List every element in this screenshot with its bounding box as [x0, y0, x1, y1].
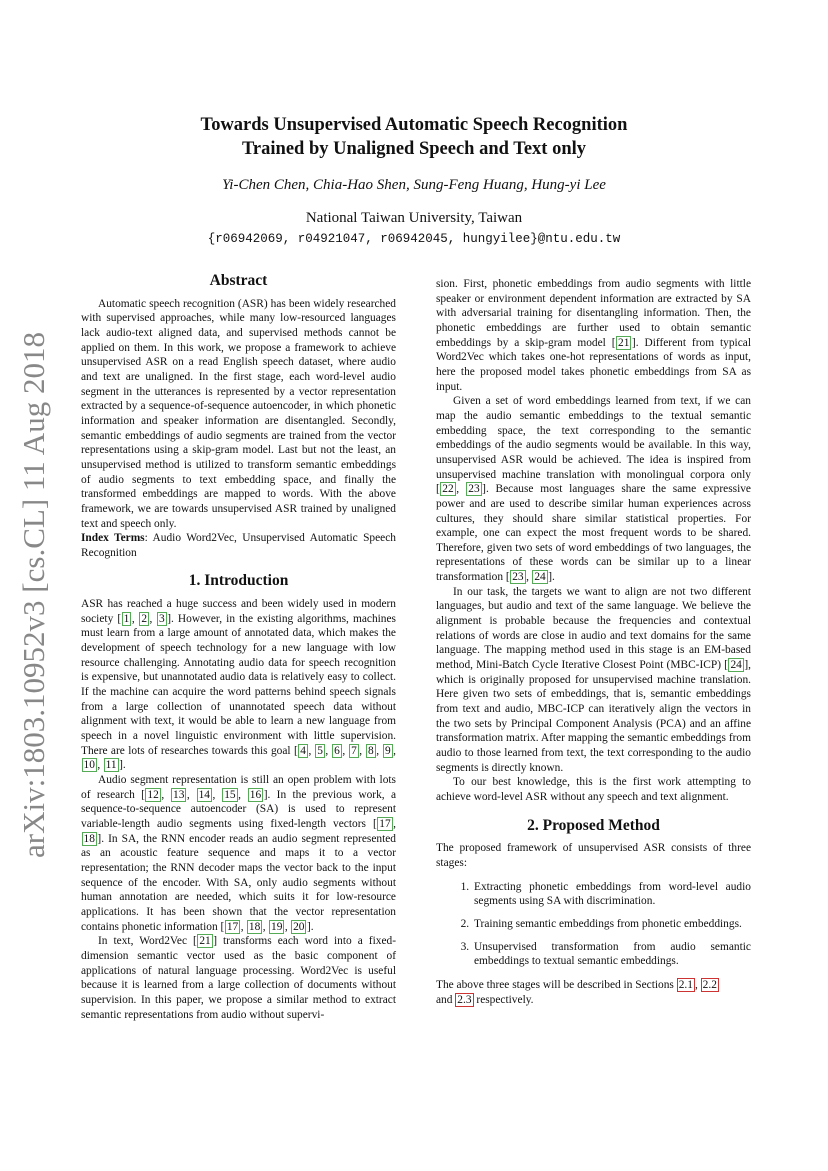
abstract-heading: Abstract — [209, 272, 268, 289]
citation-link[interactable]: 2 — [141, 612, 148, 625]
citation-link[interactable]: 4 — [300, 744, 306, 757]
arxiv-identifier-stamp — [12, 330, 54, 860]
stage-item: 2. Training semantic embeddings from phonetic embeddings. — [472, 917, 751, 932]
intro-p1-text-b: . However, in the existing algorithms, machines must learn from a large amount of annotated data, which makes the development of speech technology for a new language with low resource challenging. Annotating audio data for speech recognition is expensive, but unannotated audio data is relatively easy to collect. If the machine can acquire the word patterns behind speech signals from a large collection of unannotated speech data without alignment with text, it would be able to learn a new language from speech in a novel linguistic environment with little supervision. There are lots of researches towards this goal — [81, 612, 396, 757]
citation-group: 1 , 2 , 3 — [123, 612, 165, 625]
intro-p2-text-b: . In the previous work, a sequence-to-sequence autoencoder (SA) is used to represent variable-length audio segments using fixed-length vectors — [81, 788, 397, 830]
index-terms-text: : Audio Word2Vec, Unsupervised Automatic Speech Recognition — [81, 532, 396, 559]
citation-link[interactable]: 22 — [442, 483, 454, 496]
citation-link[interactable]: 11 — [105, 759, 117, 772]
citation-link[interactable]: 10 — [83, 759, 95, 772]
citation-link[interactable]: 7 — [351, 744, 357, 757]
right-p2-text-a: Given a set of word embeddings learned from text, if we can map the audio semantic embeddings to the textual semantic embedding space, the text corresponding to the semantic embeddings of the audio segments would be available. In this way, unsupervised ASR would be achieved. The idea is inspired from unsupervised machine translation with monolingual corpora only — [436, 395, 751, 481]
closing-text-b: respectively. — [473, 993, 534, 1006]
citation-link[interactable]: 23 — [512, 571, 524, 584]
intro-paragraph-3-cont: sion. First, phonetic embeddings from audio segments with little speaker or environment dependent information are extracted by SA with adversarial training for disentangling information. Then, the phonetic embeddings are further used to obtain semantic embeddings by a skip-gram model [ 21 ]. Different from typical Word2Vec which takes one-hot representations of words as input, here the proposed model takes phonetic embeddings from SA as input. — [436, 278, 751, 393]
title-line-1: Towards Unsupervised Automatic Speech Recognition — [200, 115, 628, 135]
citation-link[interactable]: 16 — [249, 788, 262, 801]
right-p1-text-b: . Different from typical Word2Vec which takes one-hot representations of words as input, here the proposed model takes phonetic embeddings from SA as input. — [436, 336, 751, 393]
introduction-heading: 1. Introduction — [188, 572, 289, 590]
section-link[interactable]: 2.2 — [702, 978, 717, 991]
intro-p1-text-a: ASR has reached a huge success and been widely used in modern society — [81, 598, 396, 625]
citation-link[interactable]: 8 — [368, 744, 374, 757]
closing-and-word: and — [436, 993, 456, 1006]
closing-text-a: The above three stages will be described in Sections — [436, 978, 677, 991]
citation-link[interactable]: 18 — [248, 920, 261, 933]
intro-p2-text-c: . In SA, the RNN encoder reads an audio segment represented as an acoustic feature sequence and maps it to a vector representation; the RNN decoder maps the vector back to the input sequence of the encoder. With SA, only audio segments without human annotation are needed, which suits it for low-resource applications. It has been shown that the vector representation contains phonetic information — [81, 832, 396, 933]
title-line-2: Trained by Unaligned Speech and Text only — [241, 139, 587, 159]
citation-link[interactable]: 14 — [198, 788, 210, 801]
section-link[interactable]: 2.3 — [457, 993, 472, 1006]
arxiv-stamp-svg — [12, 330, 54, 860]
intro-paragraph-6: To our best knowledge, this is the first work attempting to achieve word-level ASR without any speech and text alignment. — [436, 776, 751, 803]
index-terms-label: Index Terms — [81, 532, 145, 545]
citation-link[interactable]: 1 — [123, 612, 130, 625]
method-closing — [436, 978, 751, 1007]
closing-sep: , — [694, 978, 701, 991]
citation-group: 23 , 24 — [512, 571, 546, 584]
citation-group: 22 , 23 — [442, 483, 480, 496]
citation-group: 12 , 13 , 14 , 15 , 16 — [147, 788, 262, 801]
citation-link[interactable]: 21 — [199, 935, 211, 948]
intro-p2-text-d: . — [310, 920, 314, 933]
right-p3-text-b: , which is originally proposed for unsupervised machine translation. Here given two sets of embeddings, that is, semantic embeddings from text and audio, MBC-ICP can iteratively align the vectors in the two sets by Principal Component Analysis (PCA) and an affine transformation matrix. After mapping the semantic embeddings from audio to those learned from text, the text corresponding to the audio segments is directly known. — [436, 659, 751, 774]
method-intro: The proposed framework of unsupervised ASR consists of three stages: — [436, 842, 751, 869]
citation-link[interactable]: 24 — [534, 571, 546, 584]
right-p2-text-c: . — [552, 571, 555, 584]
citation-link[interactable]: 21 — [618, 336, 630, 349]
citation-link[interactable]: 18 — [83, 832, 95, 845]
proposed-method-heading: 2. Proposed Method — [527, 816, 660, 834]
citation-link[interactable]: 9 — [384, 744, 391, 757]
intro-p3-text-a: In text, Word2Vec — [98, 935, 194, 948]
right-column — [436, 277, 751, 1007]
citation-link[interactable]: 19 — [271, 920, 283, 933]
citation-link[interactable]: 6 — [334, 744, 340, 757]
citation-link[interactable]: 5 — [317, 744, 323, 757]
intro-paragraph-4: Given a set of word embeddings learned from text, if we can map the audio semantic embeddings to the textual semantic embedding space, the text corresponding to the semantic embeddings of the audio segments would be available. In this way, unsupervised ASR would be achieved. The idea is inspired from unsupervised machine translation with monolingual corpora only [ 22 , 23 ]. Because most languages share the same expressive power and are used to describe similar human experiences across cultures, they should share similar statistical properties. For example, one can expect the most frequent words to be shared. Therefore, given two sets of word embeddings of two languages, the representations of these words can be similar up to a linear transformation [ 23 , 24 ]. — [436, 395, 751, 584]
intro-paragraph-3: In text, Word2Vec [ 21 ] transforms each word into a fixed-dimension semantic vector used as the basic component of applications of natural language processing. Word2Vec is useful because it is learned from a large collection of documents without supervision. In this paper, we propose a similar method to extract semantic representations from audio without supervi- — [81, 935, 396, 1021]
abstract-text: Automatic speech recognition (ASR) has been widely researched with supervised approaches, while many low-resourced languages lack audio-text aligned data, and supervised methods cannot be applied on them. In this work, we propose a framework to achieve unsupervised ASR on a read English speech dataset, where audio and text are unaligned. In the first stage, each word-level audio segment in the utterances is represented by a vector representation extracted by a sequence-of-sequence autoencoder, in which phonetic information and speaker information are disentangled. Secondly, semantic embeddings of audio segments are trained from the vector representations using a skip-gram model. Last but not the least, an unsupervised method is utilized to transform semantic embeddings of audio segments to text embedding space, and finally the transformed embeddings are mapped to words. With the above framework, we are towards unsupervised ASR trained by unaligned text and speech only. — [81, 297, 396, 530]
arxiv-id-text: arXiv:1803.10952v3 [cs.CL] 11 Aug 2018 — [16, 332, 51, 858]
intro-paragraph-5: In our task, the targets we want to align are not two different languages, but audio and text of the same language. We believe the alignment is probable because the frequencies and contextual relations of words are close in audio and text domains for the same language. The mapping method used in this stage is an EM-based method, Mini-Batch Cycle Iterative Closest Point (MBC-ICP) [ 24 ], which is originally proposed for unsupervised machine translation. Here given two sets of embeddings, that is, semantic embeddings from text and audio, MBC-ICP can iteratively align the vectors in the two sets by Principal Component Analysis (PCA) and an affine transformation matrix. After mapping the semantic embeddings from audio to those learned from text, the text corresponding to the audio segments is directly known. — [436, 585, 751, 774]
citation-group: 4 , 5 , 6 , 7 , 8 , 9 , 10 , 11 — [83, 744, 397, 772]
index-terms — [81, 531, 396, 560]
intro-p3-text-b: transforms each word into a fixed-dimension semantic vector used as the basic component of applications of natural language processing. Word2Vec is useful because it is learned from a large collection of documents without supervision. In this paper, we propose a similar method to extract semantic representations from audio without supervi- — [81, 935, 396, 1021]
author-list: Yi-Chen Chen, Chia-Hao Shen, Sung-Feng Huang, Hung-yi Lee — [222, 177, 606, 193]
citation-link[interactable]: 17 — [379, 817, 391, 830]
paper-title — [0, 113, 828, 161]
intro-paragraph-1: ASR has reached a huge success and been widely used in modern society [ 1 , 2 , 3 ]. However, in the existing algorithms, machines must learn from a large amount of annotated data, which makes the development of speech technology for a new language with low resource challenging. Annotating audio data for speech recognition is expensive, but unannotated audio data is relatively easy to collect. If the machine can acquire the word patterns behind speech signals from a large collection of unannotated speech data without alignment with text, it would be able to learn a new language from speech in a novel linguistic environment with little supervision. There are lots of researches towards this goal [ 4 , 5 , 6 , 7 , 8 , 9 , 10 , 11 ]. — [81, 598, 397, 772]
stage-item: 1. Extracting phonetic embeddings from word-level audio segments using SA with discrimination. — [472, 880, 751, 909]
section-link[interactable]: 2.1 — [678, 978, 693, 991]
stages-list — [436, 880, 751, 969]
right-p1-text-a: sion. First, phonetic embeddings from audio segments with little speaker or environment dependent information are extracted by SA with adversarial training for disentangling information. Then, the phonetic embeddings are further used to obtain semantic embeddings by a skip-gram model — [436, 278, 751, 349]
citation-link[interactable]: 24 — [730, 659, 742, 672]
stage-item: 3. Unsupervised transformation from audio semantic embeddings to textual semantic embeddings. — [472, 940, 751, 969]
citation-group: 17 , 18 , 19 , 20 — [226, 920, 305, 933]
citation-link[interactable]: 17 — [226, 920, 239, 933]
intro-paragraph-2: Audio segment representation is still an open problem with lots of research [ 12 , 13 , 14 , 15 , 16 ]. In the previous work, a sequence-to-sequence autoencoder (SA) is used to represent variable-length audio segments using fixed-length vectors [ 17 , 18 ]. In SA, the RNN encoder reads an audio segment represented as an acoustic feature sequence and maps it to a vector representation; the RNN decoder maps the vector back to the input sequence of the encoder. With SA, only audio segments without human annotation are needed, which suits it for low-resource applications. It has been shown that the vector representation contains phonetic information [ 17 , 18 , 19 , 20 ]. — [81, 774, 397, 933]
left-column — [81, 274, 396, 1022]
right-p2-text-b: . Because most languages share the same expressive power and are used to describe similar human experiences across cultures, they should share similar statistical properties. For example, one can expect the most frequent words to be shared. Therefore, given two sets of word embeddings of two languages, the representations of these words can be similar up to a linear transformation — [436, 483, 751, 584]
citation-group: 17 , 18 — [83, 817, 396, 845]
intro-p2-text-a: Audio segment representation is still an open problem with lots of research — [81, 774, 396, 801]
citation-link[interactable]: 12 — [147, 788, 159, 801]
citation-link[interactable]: 15 — [224, 788, 236, 801]
citation-link[interactable]: 13 — [173, 788, 185, 801]
citation-link[interactable]: 20 — [293, 920, 305, 933]
citation-link[interactable]: 23 — [468, 483, 480, 496]
author-emails: {r06942069, r04921047, r06942045, hungyilee}@ntu.edu.tw — [207, 232, 621, 246]
right-p3-text-a: In our task, the targets we want to align are not two different languages, but audio and text of the same language. We believe the alignment is probable because the frequencies and contextual relations of words are close in audio and text domains for the same language. The mapping method used in this stage is an EM-based method, Mini-Batch Cycle Iterative Closest Point (MBC-ICP) — [436, 585, 751, 672]
affiliation: National Taiwan University, Taiwan — [305, 210, 523, 226]
intro-p1-text-c: . — [122, 759, 126, 772]
citation-link[interactable]: 3 — [158, 612, 165, 625]
